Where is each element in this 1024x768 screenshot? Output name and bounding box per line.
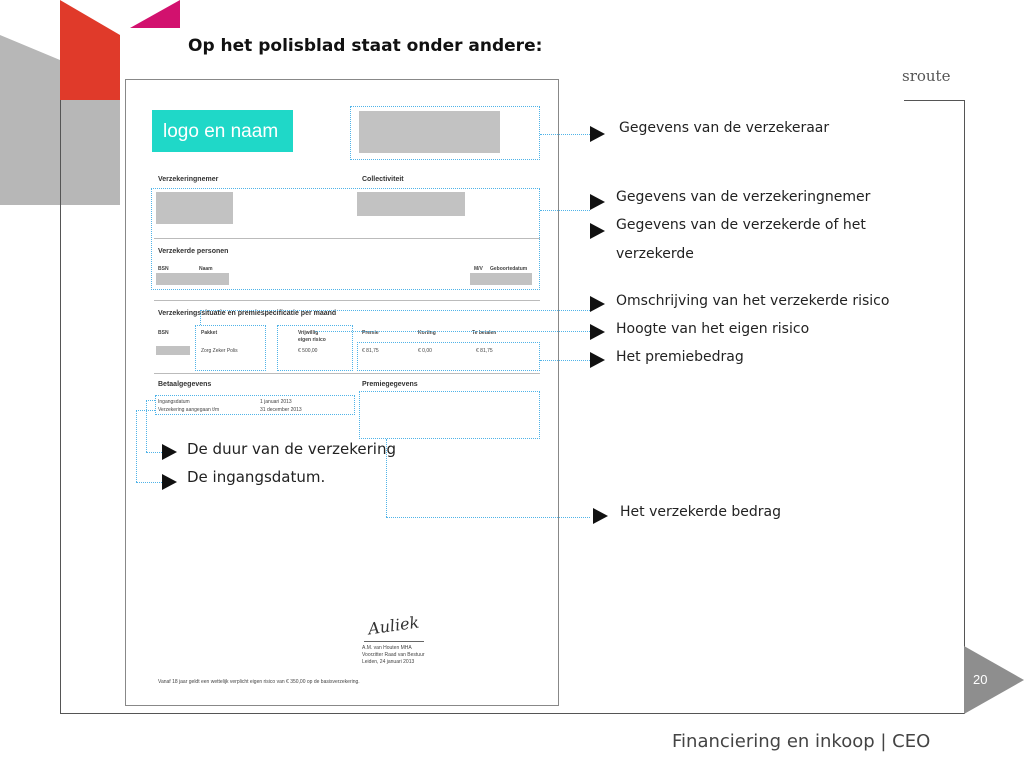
col-bsn: BSN xyxy=(158,266,169,272)
gray-right-shape xyxy=(60,100,120,205)
bsn-placeholder xyxy=(156,346,190,355)
annotation-verzekerde-line2: verzekerde xyxy=(616,246,694,262)
korting-value: € 0,00 xyxy=(418,348,432,354)
annotation-duur: De duur van de verzekering xyxy=(187,440,396,458)
slide-heading: Op het polisblad staat onder andere: xyxy=(188,36,543,56)
highlight-pakket xyxy=(195,325,266,371)
ingangsdatum-value: 1 januari 2013 xyxy=(260,399,292,405)
verzekeringnemer-heading: Verzekeringnemer xyxy=(158,176,219,183)
annotation-risico: Omschrijving van het verzekerde risico xyxy=(616,293,890,309)
connector xyxy=(315,331,590,332)
connector xyxy=(200,310,590,311)
arrow-icon xyxy=(162,444,177,460)
col-mv: M/V xyxy=(474,266,483,272)
partial-title: sroute xyxy=(902,67,951,85)
slide-footer: Financiering en inkoop | CEO xyxy=(672,731,931,752)
connector xyxy=(136,410,137,482)
frame-left-line xyxy=(60,100,61,714)
aangegaan-value: 31 december 2013 xyxy=(260,407,302,413)
highlight-premiegegevens xyxy=(359,391,540,439)
arrow-icon xyxy=(162,474,177,490)
logo-text: logo en naam xyxy=(163,121,279,142)
eigen-risico-value: € 500,00 xyxy=(298,348,318,354)
logo-block xyxy=(152,110,293,152)
annotation-verzekeraar: Gegevens van de verzekeraar xyxy=(619,120,830,136)
signer-name: A.M. van Houten MHA xyxy=(362,645,412,651)
pakket-value: Zorg Zeker Polis xyxy=(201,348,238,354)
col-premie: Premie xyxy=(362,330,379,336)
col-vrijwillig: Vrijwillig xyxy=(298,330,319,336)
page-number-badge xyxy=(964,646,1024,714)
annotation-ingangsdatum: De ingangsdatum. xyxy=(187,468,326,486)
page-number: 20 xyxy=(973,672,988,687)
footnote: Vanaf 18 jaar geldt een wettelijk verplicht eigen risico van € 350,00 op de basisverzekering. xyxy=(158,679,360,685)
premiegegevens-heading: Premiegegevens xyxy=(362,381,418,388)
connector xyxy=(540,134,590,135)
connector xyxy=(200,310,201,325)
frame-bottom-line xyxy=(60,713,965,714)
divider xyxy=(154,300,540,301)
signature: Auliek xyxy=(366,612,421,639)
connector xyxy=(540,360,590,361)
highlight-betaal xyxy=(155,395,355,415)
magenta-triangle xyxy=(130,0,180,28)
connector xyxy=(386,517,590,518)
col-eigen-risico: eigen risico xyxy=(298,337,326,343)
arrow-icon xyxy=(590,194,605,210)
signer-place-date: Leiden, 24 januari 2013 xyxy=(362,659,415,665)
annotation-eigen-risico: Hoogte van het eigen risico xyxy=(616,321,810,337)
collectiviteit-heading: Collectiviteit xyxy=(362,176,404,183)
col-naam: Naam xyxy=(199,266,213,272)
situatie-heading: Verzekeringssituatie en premiespecificatie per maand xyxy=(158,310,337,317)
arrow-icon xyxy=(593,508,608,524)
col-bsn-2: BSN xyxy=(158,330,169,336)
arrow-icon xyxy=(590,223,605,239)
col-korting: Korting xyxy=(418,330,436,336)
ingangsdatum-label: Ingangsdatum xyxy=(158,399,190,405)
arrow-icon xyxy=(590,296,605,312)
signature-line xyxy=(364,641,424,642)
verzekerde-personen-heading: Verzekerde personen xyxy=(158,248,229,255)
connector xyxy=(540,210,590,211)
signer-role: Voorzitter Raad van Bestuur xyxy=(362,652,425,658)
aangegaan-label: Verzekering aangegaan t/m xyxy=(158,407,220,413)
arrow-icon xyxy=(590,126,605,142)
highlight-policyholder xyxy=(151,188,540,290)
red-shape xyxy=(60,0,120,100)
highlight-premie xyxy=(357,342,540,371)
arrow-icon xyxy=(590,352,605,368)
te-betalen-value: € 81,75 xyxy=(476,348,493,354)
connector xyxy=(146,400,147,452)
arrow-icon xyxy=(590,324,605,340)
col-te-betalen: Te betalen xyxy=(472,330,497,336)
annotation-verzekeringnemer: Gegevens van de verzekeringnemer xyxy=(616,189,871,205)
frame-top-right-line xyxy=(904,100,965,101)
annotation-verzekerde-line1: Gegevens van de verzekerde of het xyxy=(616,217,866,233)
annotation-bedrag: Het verzekerde bedrag xyxy=(620,504,781,520)
connector xyxy=(146,400,155,401)
annotation-premiebedrag: Het premiebedrag xyxy=(616,349,744,365)
betaalgegevens-heading: Betaalgegevens xyxy=(158,381,212,388)
divider xyxy=(154,373,540,374)
connector xyxy=(136,410,155,411)
premie-value: € 81,75 xyxy=(362,348,379,354)
frame-right-line xyxy=(964,100,965,660)
highlight-insurer xyxy=(350,106,540,160)
col-geboortedatum: Geboortedatum xyxy=(490,266,528,272)
col-pakket: Pakket xyxy=(201,330,218,336)
